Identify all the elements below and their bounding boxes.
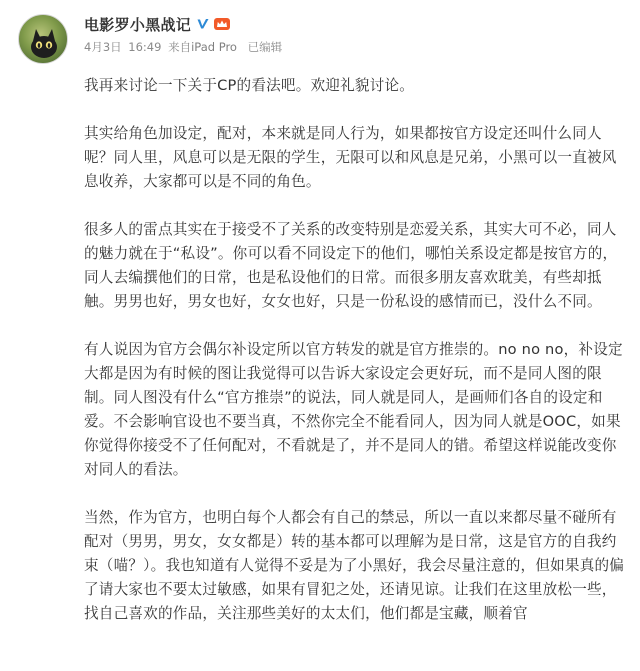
post-paragraph: 我再来讨论一下关于CP的看法吧。欢迎礼貌讨论。	[84, 77, 415, 94]
member-crown-icon[interactable]	[213, 16, 231, 32]
edited-label[interactable]: 已编辑	[247, 40, 283, 54]
post-paragraph: 很多人的雷点其实在于接受不了关系的改变特别是恋爱关系，其实大可不必，同人的魅力就在于“私设”。你可以看不同设定下的他们，哪怕关系设定都是按官方的，同人去编撰他们的日常，也是私设他们的日常。而很多朋友喜欢耽美，有些却抵触。男男也好，男女也好，女女也好，只是一份私设的感情而已，没什么不同。	[84, 221, 618, 310]
post-paragraph: 有人说因为官方会偶尔补设定所以官方转发的就是官方推崇的。no no no，补设定大都是因为有时候的图让我觉得可以告诉大家设定会更好玩，而不是同人图的限制。同人图没有什么“官方推崇”的说法，同人就是同人，是画师们各自的设定和爱。不会影响官设也不要当真，不然你完全不能看同人，因为同人就是OOC，如果你觉得你接受不了任何配对，不看就是了，并不是同人的错。希望这样说能改变你对同人的看法。	[84, 341, 623, 478]
post-content	[84, 74, 630, 650]
source-prefix: 来自	[168, 40, 192, 54]
post-header	[84, 12, 624, 55]
post-paragraph: 其实给角色加设定，配对，本来就是同人行为，如果都按官方设定还叫什么同人呢？同人里，风息可以是无限的学生，无限可以和风息是兄弟，小黑可以一直被风息收养，大家都可以是不同的角色。	[84, 125, 617, 190]
verified-v-icon	[195, 16, 211, 32]
name-row	[84, 12, 624, 36]
post-meta	[84, 39, 624, 55]
avatar-cat-icon	[19, 15, 68, 64]
source-device: iPad Pro	[191, 40, 237, 54]
author-name[interactable]: 电影罗小黑战记	[84, 15, 192, 34]
post-date[interactable]: 4月3日	[84, 40, 122, 54]
post-paragraph: 当然，作为官方，也明白每个人都会有自己的禁忌，所以一直以来都尽量不碰所有配对（男男，男女，女女都是）转的基本都可以理解为是日常，这是官方的自我约束（喵？）。我也知道有人觉得不妥是为了小黑好，我会尽量注意的，但如果真的偏了请大家也不要太过敏感，如果有冒犯之处，还请见谅。让我们在这里放松一些，找自己喜欢的作品，关注那些美好的太太们，他们都是宝藏，顺着官	[84, 509, 625, 622]
avatar[interactable]	[18, 14, 68, 64]
post-time[interactable]: 16:49	[128, 40, 162, 54]
